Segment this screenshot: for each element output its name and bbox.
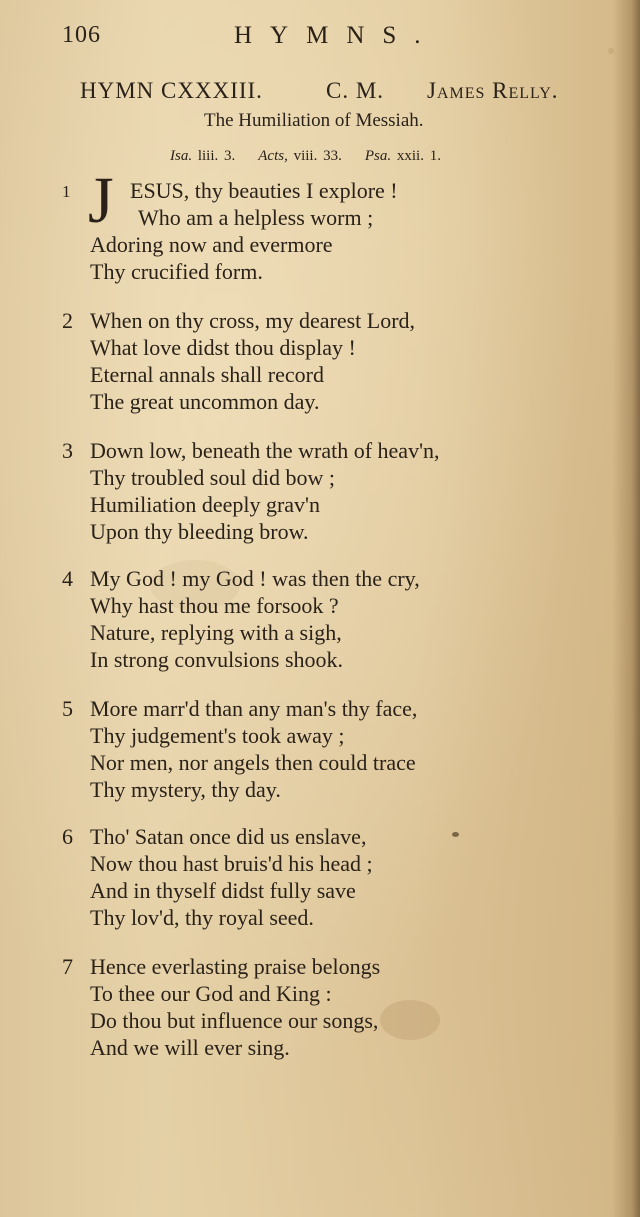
verse-line: More marr'd than any man's thy face,: [90, 696, 418, 721]
hymn-number: HYMN CXXXIII.: [80, 78, 263, 103]
verse-line: Nature, replying with a sigh,: [90, 620, 342, 645]
verse-line: Thy judgement's took away ;: [90, 723, 345, 748]
verse-line: Now thou hast bruis'd his head ;: [90, 851, 373, 876]
stanza-number: 6: [62, 824, 73, 849]
reference-verse: xxii. 1.: [396, 148, 441, 164]
stanza-number: 4: [62, 566, 73, 591]
verse-line: The great uncommon day.: [90, 389, 320, 414]
verse-line: Hence everlasting praise belongs: [90, 954, 381, 979]
verse-line: Thy troubled soul did bow ;: [90, 465, 336, 490]
hymn-author: James Relly.: [427, 78, 559, 103]
reference-verse: liii. 3.: [197, 148, 236, 164]
ink-spot: [452, 832, 459, 837]
verse-line: And we will ever sing.: [90, 1035, 290, 1060]
scripture-references: [170, 148, 441, 165]
verse-line: Eternal annals shall record: [90, 362, 324, 387]
verse-line: Thy lov'd, thy royal seed.: [90, 905, 314, 930]
verse-line: Humiliation deeply grav'n: [90, 492, 321, 517]
verse-line: Tho' Satan once did us enslave,: [90, 824, 367, 849]
verse-line: And in thyself didst fully save: [90, 878, 356, 903]
foxing-spot: [608, 48, 614, 54]
hymn-meter: C. M.: [326, 78, 385, 103]
reference-book: Isa.: [170, 148, 193, 164]
hymn-title: The Humiliation of Messiah.: [204, 110, 424, 131]
verse-line: Who am a helpless worm ;: [138, 205, 374, 230]
page-edge-shadow: [612, 0, 640, 1217]
verse-line: Upon thy bleeding brow.: [90, 519, 309, 544]
verse-line: To thee our God and King :: [90, 981, 332, 1006]
reference-book: Acts,: [258, 148, 288, 164]
verse-line: What love didst thou display !: [90, 335, 356, 360]
verse-line: Down low, beneath the wrath of heav'n,: [90, 438, 440, 463]
verse-line: My God ! my God ! was then the cry,: [90, 566, 420, 591]
page-number: 106: [62, 22, 101, 48]
verse-line: Adoring now and evermore: [90, 232, 333, 257]
reference-book: Psa.: [364, 148, 392, 164]
reference-verse: viii. 33.: [293, 148, 342, 164]
verse-line: Thy crucified form.: [90, 259, 263, 284]
stanza-number: 7: [62, 954, 73, 979]
stanza-number: 2: [62, 308, 73, 333]
verse-line: Nor men, nor angels then could trace: [90, 750, 416, 775]
foxing-stain: [380, 1000, 440, 1040]
verse-line: ESUS, thy beauties I explore !: [130, 178, 398, 203]
stanza-number: 5: [62, 696, 73, 721]
stanza-number: 3: [62, 438, 73, 463]
stanza-number: 1: [62, 182, 71, 201]
verse-line: Do thou but influence our songs,: [90, 1008, 379, 1033]
verse-line: In strong convulsions shook.: [90, 647, 343, 672]
running-head: HYMNS.: [234, 22, 439, 49]
verse-line: When on thy cross, my dearest Lord,: [90, 308, 416, 333]
drop-cap: J: [88, 164, 114, 237]
verse-line: Why hast thou me forsook ?: [90, 593, 339, 618]
verse-line: Thy mystery, thy day.: [90, 777, 281, 802]
